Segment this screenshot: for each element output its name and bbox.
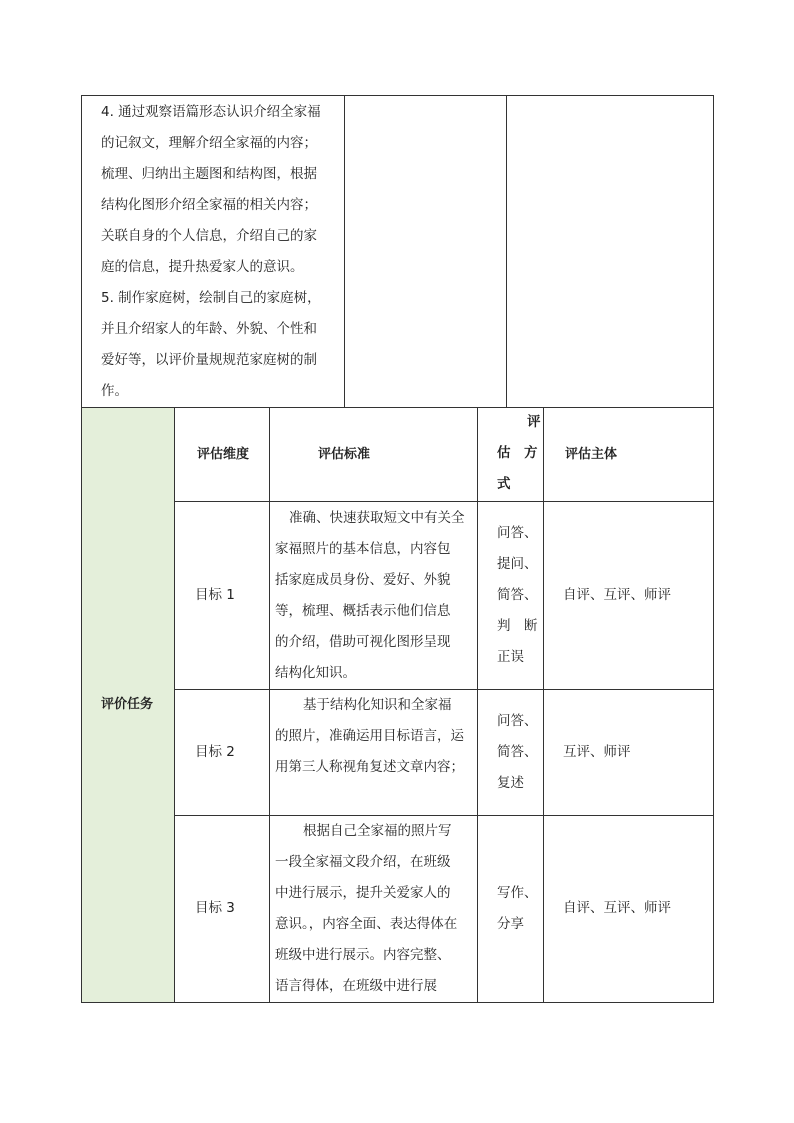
table-border — [543, 407, 544, 1003]
row-standard — [275, 503, 475, 689]
objective-line: 爱好等，以评价量规规范家庭树的制 — [101, 352, 317, 368]
row-dimension: 目标 2 — [195, 744, 235, 760]
objective-line: 梳理、归纳出主题图和结构图，根据 — [101, 166, 317, 182]
table-border — [344, 95, 345, 408]
standard-line: 根据自己全家福的照片写 — [303, 823, 452, 839]
method-line: 问答、 — [497, 713, 538, 729]
objective-line: 4. 通过观察语篇形态认识介绍全家福 — [101, 104, 321, 120]
row-standard — [275, 690, 475, 783]
method-line: 复述 — [497, 775, 524, 791]
objective-line: 并且介绍家人的年龄、外貌、个性和 — [101, 321, 317, 337]
standard-line: 的照片，准确运用目标语言，运 — [275, 728, 464, 744]
standard-line: 意识。，内容全面、表达得体在 — [275, 916, 458, 932]
table-border-left — [81, 95, 82, 1003]
header-method-line: 估 方 — [497, 445, 538, 461]
method-line: 写作、 — [497, 885, 538, 901]
table-border-bottom — [81, 1002, 714, 1003]
row-dimension: 目标 3 — [195, 900, 235, 916]
header-subject: 评估主体 — [565, 447, 618, 462]
standard-line: 括家庭成员身份、爱好、外貌 — [275, 572, 451, 588]
table-border — [269, 407, 270, 1003]
row-standard — [275, 816, 475, 1002]
standard-line: 一段全家福文段介绍，在班级 — [275, 854, 451, 870]
row-method — [497, 706, 543, 799]
table-border — [81, 407, 714, 408]
objective-line: 庭的信息，提升热爱家人的意识。 — [101, 259, 304, 275]
method-line: 简答、 — [497, 744, 538, 760]
row-subject: 自评、互评、师评 — [563, 587, 671, 603]
standard-line: 基于结构化知识和全家福 — [303, 697, 452, 713]
header-method — [497, 407, 543, 500]
row-method — [497, 518, 543, 673]
table-border-top — [81, 95, 714, 96]
standard-line: 结构化知识。 — [275, 665, 356, 681]
objective-line: 的记叙文，理解介绍全家福的内容； — [101, 135, 317, 151]
method-line: 问答、 — [497, 525, 538, 541]
standard-line: 班级中进行展示。内容完整、 — [275, 947, 451, 963]
standard-line: 中进行展示，提升关爱家人的 — [275, 885, 451, 901]
table-border-right — [713, 95, 714, 1003]
objectives-text — [101, 97, 341, 407]
method-line: 正误 — [497, 649, 524, 665]
row-subject: 自评、互评、师评 — [563, 900, 671, 916]
header-method-line: 式 — [497, 476, 511, 492]
objective-line: 5. 制作家庭树，绘制自己的家庭树， — [101, 290, 321, 306]
standard-line: 语言得体，在班级中进行展 — [275, 978, 437, 994]
table-border — [174, 407, 175, 1003]
table-border — [506, 95, 507, 408]
row-dimension: 目标 1 — [195, 587, 235, 603]
method-line: 判 断 — [497, 618, 538, 634]
header-standard: 评估标准 — [318, 447, 371, 462]
method-line: 提问、 — [497, 556, 538, 572]
objective-line: 结构化图形介绍全家福的相关内容； — [101, 197, 317, 213]
table-border — [174, 501, 714, 502]
standard-line: 等，梳理、概括表示他们信息 — [275, 603, 451, 619]
standard-line: 准确、快速获取短文中有关全 — [289, 510, 465, 526]
objective-line: 关联自身的个人信息，介绍自己的家 — [101, 228, 317, 244]
objective-line: 作。 — [101, 383, 128, 399]
table-border — [477, 407, 478, 1003]
header-method-line: 评 — [527, 414, 541, 430]
row-subject: 互评、师评 — [563, 744, 631, 760]
standard-line: 的介绍，借助可视化图形呈现 — [275, 634, 451, 650]
header-dimension: 评估维度 — [197, 447, 250, 462]
method-line: 分享 — [497, 916, 524, 932]
eval-task-label: 评价任务 — [101, 697, 154, 712]
standard-line: 家福照片的基本信息，内容包 — [275, 541, 451, 557]
row-method — [497, 878, 543, 940]
standard-line: 用第三人称视角复述文章内容； — [275, 759, 464, 775]
method-line: 简答、 — [497, 587, 538, 603]
